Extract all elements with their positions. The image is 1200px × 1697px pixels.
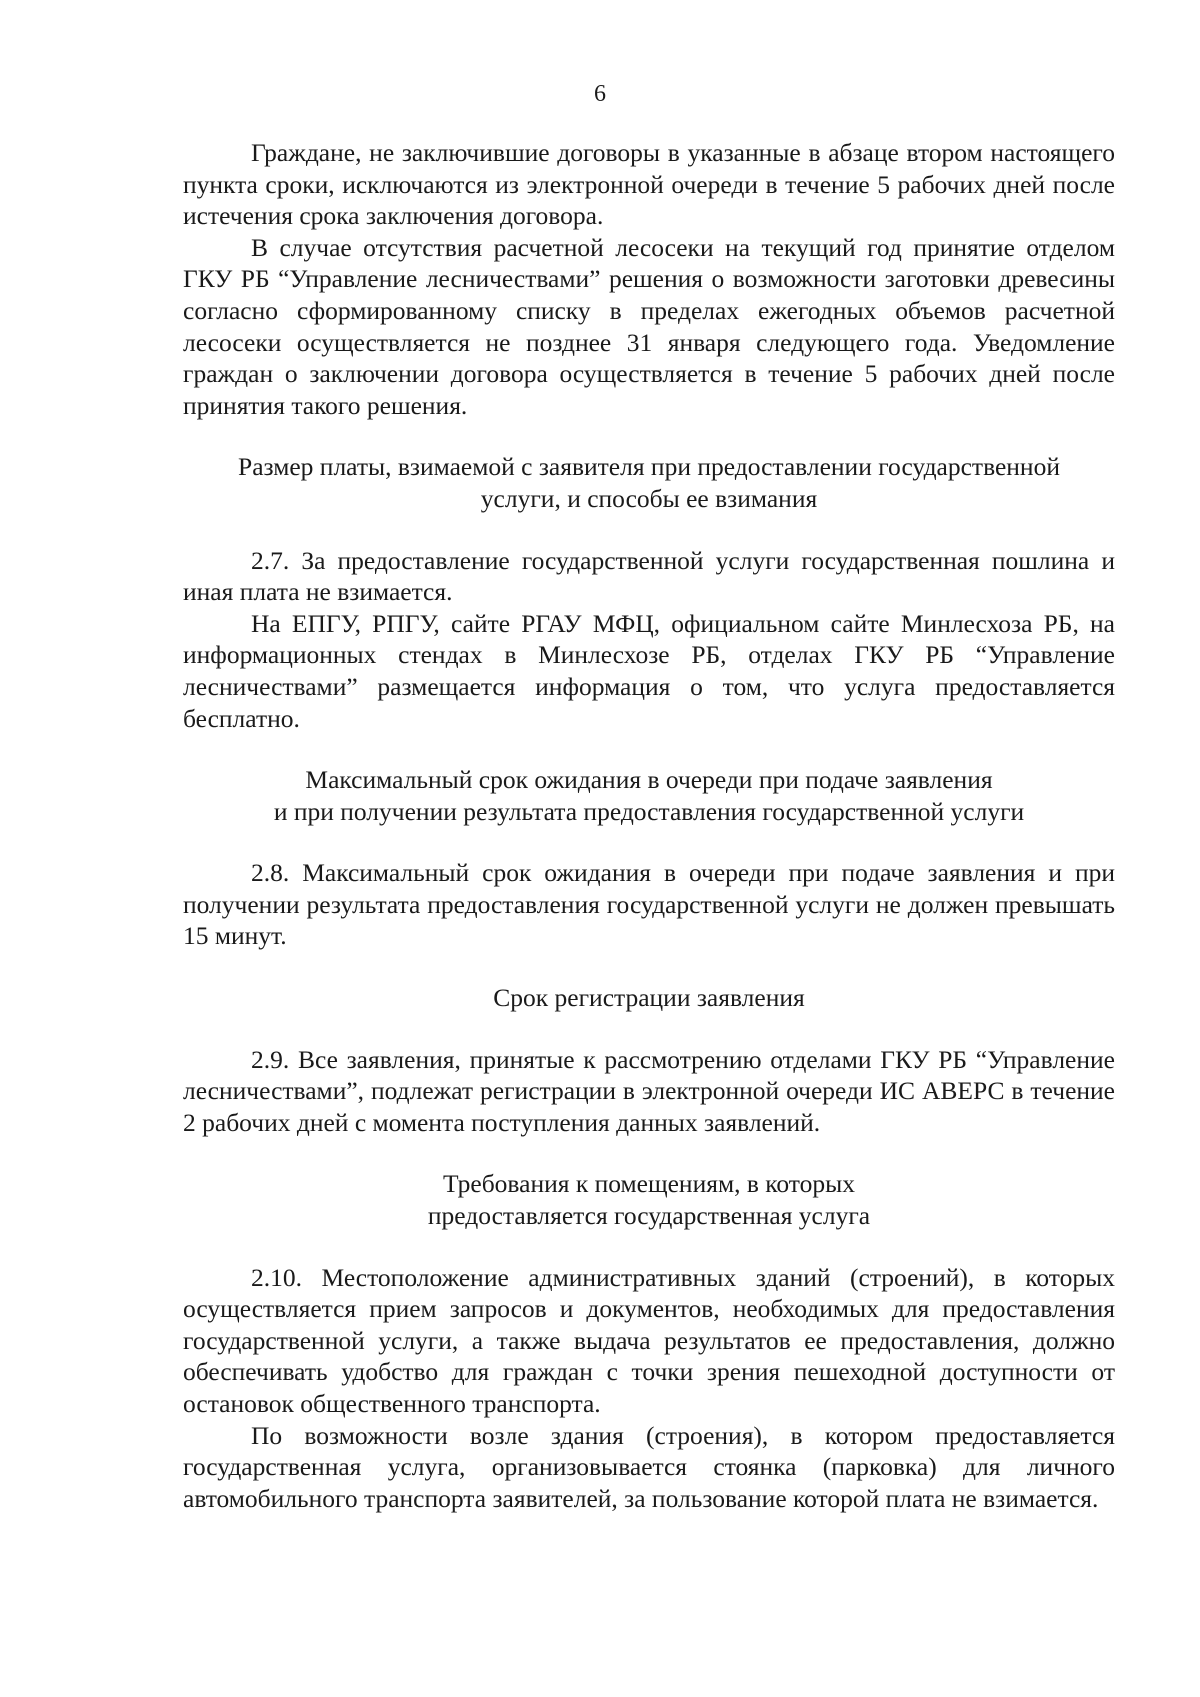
section-heading-queue-time — [183, 764, 1115, 827]
heading-line: предоставляется государственная услуга — [427, 1201, 871, 1231]
paragraph-no-allowable-cut: В случае отсутствия расчетной лесосеки на текущий год принятие отделом ГКУ РБ “Управление лесничествами” решения о возможности заготовки древесины согласно сформированному списку в пределах ежегодных объемов расчетной лесосеки осуществляется не позднее 31 января следующего года. Уведомление граждан о заключении договора осуществляется в течение 5 рабочих дней после принятия такого решения. — [183, 232, 1115, 420]
paragraph-parking: По возможности возле здания (строения), в котором предоставляется государственная услуга, организовывается стоянка (парковка) для личного автомобильного транспорта заявителей, за пользование которой плата не взимается. — [183, 1420, 1115, 1513]
section-heading-fee — [183, 451, 1115, 514]
page-number: 6 — [594, 81, 606, 107]
heading-line: и при получении результата предоставления государственной услуги — [273, 796, 1025, 826]
heading-line: Размер платы, взимаемой с заявителя при предоставлении государственной — [238, 452, 1060, 482]
paragraph-2-8: 2.8. Максимальный срок ожидания в очереди при подаче заявления и при получении результата предоставления государственной услуги не должен превышать 15 минут. — [183, 858, 1115, 951]
paragraph-2-9: 2.9. Все заявления, принятые к рассмотрению отделами ГКУ РБ “Управление лесничествами”, подлежат регистрации в электронной очереди ИС АВЕРС в течение 2 рабочих дней с момента поступления данных заявлений. — [183, 1044, 1115, 1137]
paragraph-free-service-info: На ЕПГУ, РПГУ, сайте РГАУ МФЦ, официальном сайте Минлесхоза РБ, на информационных стендах в Минлесхозе РБ, отделах ГКУ РБ “Управление лесничествами” размещается информация о том, что услуга предоставляется бесплатно. — [183, 608, 1115, 733]
heading-line: Максимальный срок ожидания в очереди при подаче заявления — [305, 765, 993, 795]
paragraph-contract-exclusion: Граждане, не заключившие договоры в указанные в абзаце втором настоящего пункта сроки, исключаются из электронной очереди в течение 5 рабочих дней после истечения срока заключения договора. — [183, 138, 1115, 231]
paragraph-2-10: 2.10. Местоположение административных зданий (строений), в которых осуществляется прием запросов и документов, необходимых для предоставления государственной услуги, а также выдача результатов ее предоставления, должно обеспечивать удобство для граждан с точки зрения пешеходной доступности от остановок общественного транспорта. — [183, 1262, 1115, 1418]
section-heading-premises — [183, 1168, 1115, 1231]
paragraph-2-7: 2.7. За предоставление государственной услуги государственная пошлина и иная плата не взимается. — [183, 545, 1115, 607]
section-heading-registration — [183, 982, 1115, 1014]
document-body — [183, 137, 1115, 1514]
heading-line: услуги, и способы ее взимания — [480, 483, 818, 513]
heading-line: Требования к помещениям, в которых — [443, 1169, 855, 1199]
heading-line: Срок регистрации заявления — [493, 983, 805, 1013]
